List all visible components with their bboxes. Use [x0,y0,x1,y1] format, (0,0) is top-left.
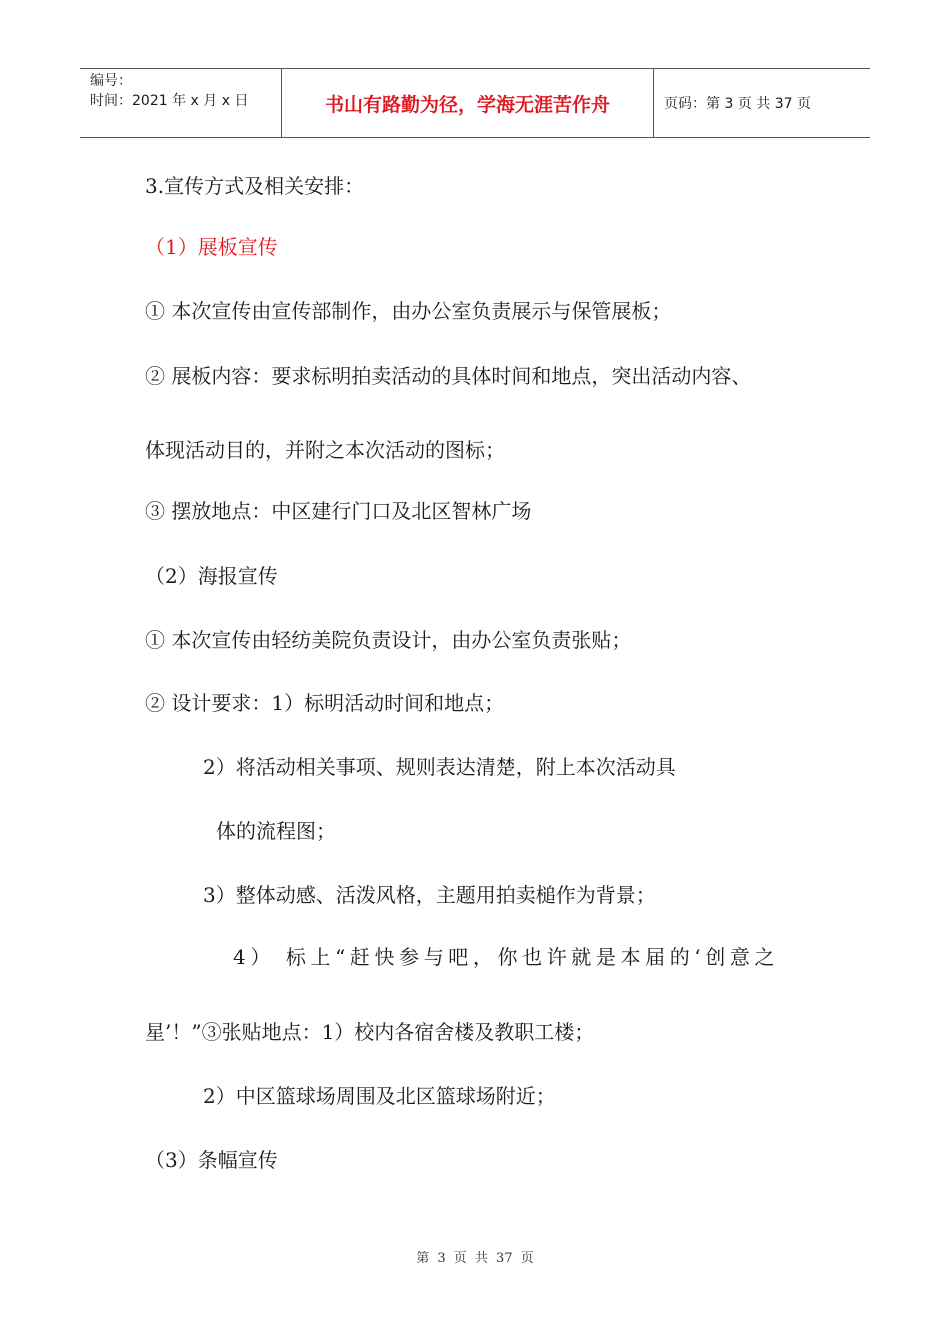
subsection-heading-banner: （3）条幅宣传 [145,1148,278,1172]
paragraph-line: ① 本次宣传由宣传部制作，由办公室负责展示与保管展板； [145,299,672,323]
subsection-heading-display-board: （1）展板宣传 [145,235,278,259]
page-header [80,68,870,138]
paragraph-line: 3）整体动感、活泼风格，主题用拍卖槌作为背景； [203,883,656,907]
paragraph-line: ③ 摆放地点：中区建行门口及北区智林广场 [145,499,532,523]
subsection-heading-poster: （2）海报宣传 [145,564,278,588]
header-meta [80,69,282,137]
section-heading: 3.宣传方式及相关安排： [145,174,365,198]
page-footer: 第 3 页 共 37 页 [416,1251,534,1266]
header-motto [282,69,654,137]
paragraph-line: ① 本次宣传由轻纺美院负责设计，由办公室负责张贴； [145,628,632,652]
paragraph-line: 体的流程图； [216,819,336,843]
paragraph-line: 体现活动目的，并附之本次活动的图标； [145,438,505,462]
date-label: 时间：2021 年 x 月 x 日 [90,93,249,109]
paragraph-line: ② 设计要求：1）标明活动时间和地点； [145,691,505,715]
header-page-info [654,69,870,137]
paragraph-line: 2）中区篮球场周围及北区篮球场附近； [203,1084,556,1108]
motto-text: 书山有路勤为径，学海无涯苦作舟 [324,93,610,116]
paragraph-line: 星’！”③张贴地点：1）校内各宿舍楼及教职工楼； [145,1020,595,1044]
paragraph-line: 4） 标上“赶快参与吧，你也许就是本届的‘创意之 [233,945,780,969]
paragraph-line: 2）将活动相关事项、规则表达清楚，附上本次活动具 [203,755,676,779]
paragraph-line: ② 展板内容：要求标明拍卖活动的具体时间和地点，突出活动内容、 [145,364,752,388]
page-info-text: 页码：第 3 页 共 37 页 [664,96,811,112]
number-label: 编号： [90,73,132,89]
